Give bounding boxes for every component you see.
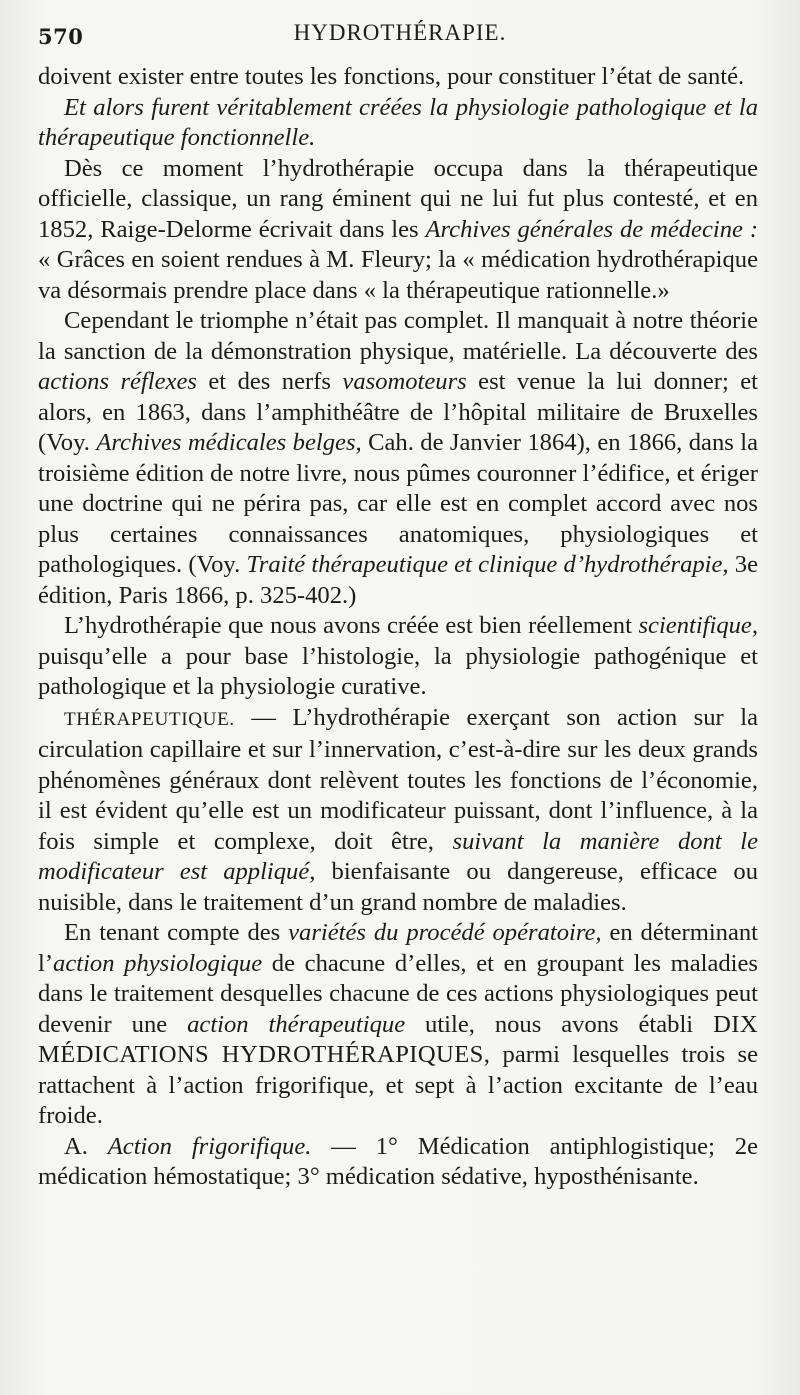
text-run: En tenant compte des	[64, 919, 289, 946]
smallcaps-text: DIX MÉDICATIONS HYDROTHÉRAPIQUES,	[38, 1010, 758, 1068]
paragraph	[38, 918, 758, 1132]
paragraph	[38, 154, 758, 307]
body-text	[38, 62, 758, 1193]
italic-text: action thérapeutique	[187, 1010, 406, 1038]
italic-text: variétés du procédé opératoire,	[288, 919, 602, 946]
text-run: et des nerfs	[196, 368, 343, 395]
paragraph	[38, 62, 758, 93]
paragraph	[38, 306, 758, 611]
text-run: — L’hydrothérapie exerçant son action sur la circulation capillaire et sur l’innervation, c’est-à-dire sur les deux grands phénomènes généraux dont relèvent toutes les fonctions de l’économie, il est évident qu’elle est un modificateur puissant, dont l’influence, à la fois simple et complexe, doit être,	[38, 703, 758, 855]
text-run: utile, nous avons établi	[405, 1010, 714, 1038]
italic-text: Action frigorifique.	[107, 1132, 312, 1160]
paragraph	[38, 93, 758, 154]
italic-text: vasomoteurs	[342, 368, 467, 395]
italic-text: Archives médicales belges,	[96, 429, 362, 456]
text-run: Dès ce moment l’hydrothérapie occupa dans la thérapeutique officielle, classique, un rang éminent qui ne lui fut plus contesté, et en 1852, Raige-Delorme écrivait dans les	[38, 154, 758, 243]
italic-text: Et alors furent véritablement créées la physiologie pathologique et la thérapeutique fonctionnelle.	[38, 93, 758, 151]
text-run: — 1° Médication antiphlogistique; 2e médication hémostatique; 3° médication sédative, hyposthénisante.	[38, 1132, 758, 1190]
running-title: HYDROTHÉRAPIE.	[293, 20, 507, 45]
running-head	[38, 16, 762, 56]
text-run: de chacune d’elles, et en groupant les maladies dans le traitement desquelles chacune de ces actions physiologiques peut devenir une	[38, 949, 758, 1038]
italic-text: action physiologique	[53, 949, 263, 977]
text-run: L’hydrothérapie que nous avons créée est bien réellement	[64, 612, 639, 639]
paragraph	[38, 611, 758, 703]
text-run: A.	[64, 1132, 108, 1160]
text-run: Cependant le triomphe n’était pas complet. Il manquait à notre théorie la sanction de la démonstration physique, matérielle. La découverte des	[38, 307, 758, 365]
paragraph	[38, 703, 758, 919]
italic-text: suivant la manière dont le modificateur est appliqué,	[38, 827, 758, 885]
text-run: bienfaisante ou dangereuse, efficace ou nuisible, dans le traitement d’un grand nombre de maladies.	[38, 858, 759, 916]
text-run: 3e édition, Paris 1866, p. 325-402.)	[38, 551, 758, 609]
italic-text: Archives générales de médecine :	[425, 215, 759, 243]
text-run: doivent exister entre toutes les fonctions, pour constituer l’état de santé.	[38, 63, 745, 90]
italic-text: actions réflexes	[38, 368, 197, 395]
paragraph	[38, 1132, 758, 1193]
section-lead: THÉRAPEUTIQUE.	[64, 708, 235, 730]
text-run: « Grâces en soient rendues à M. Fleury; la « médication hydrothérapique va désormais prendre place dans « la thérapeutique rationnelle.»	[38, 246, 758, 304]
page-number: 570	[38, 24, 84, 49]
text-run: Cah. de Janvier 1864), en 1866, dans la troisième édition de notre livre, nous pûmes couronner l’édifice, et ériger une doctrine qui ne périra pas, car elle est en complet accord avec nos plus certaines connaissances anatomiques, physiologiques et pathologiques. (Voy.	[38, 429, 758, 578]
text-run: est venue la lui donner; et alors, en 1863, dans l’amphithéâtre de l’hôpital militaire de Bruxelles (Voy.	[38, 368, 758, 456]
italic-text: Traité thérapeutique et clinique d’hydrothérapie,	[246, 551, 729, 578]
italic-text: scientifique,	[638, 612, 758, 639]
text-run: en déterminant l’	[38, 919, 758, 977]
text-run: parmi lesquelles trois se rattachent à l’action frigorifique, et sept à l’action excitante de l’eau froide.	[38, 1041, 758, 1129]
text-run: puisqu’elle a pour base l’histologie, la physiologie pathogénique et pathologique et la physiologie curative.	[38, 642, 758, 700]
